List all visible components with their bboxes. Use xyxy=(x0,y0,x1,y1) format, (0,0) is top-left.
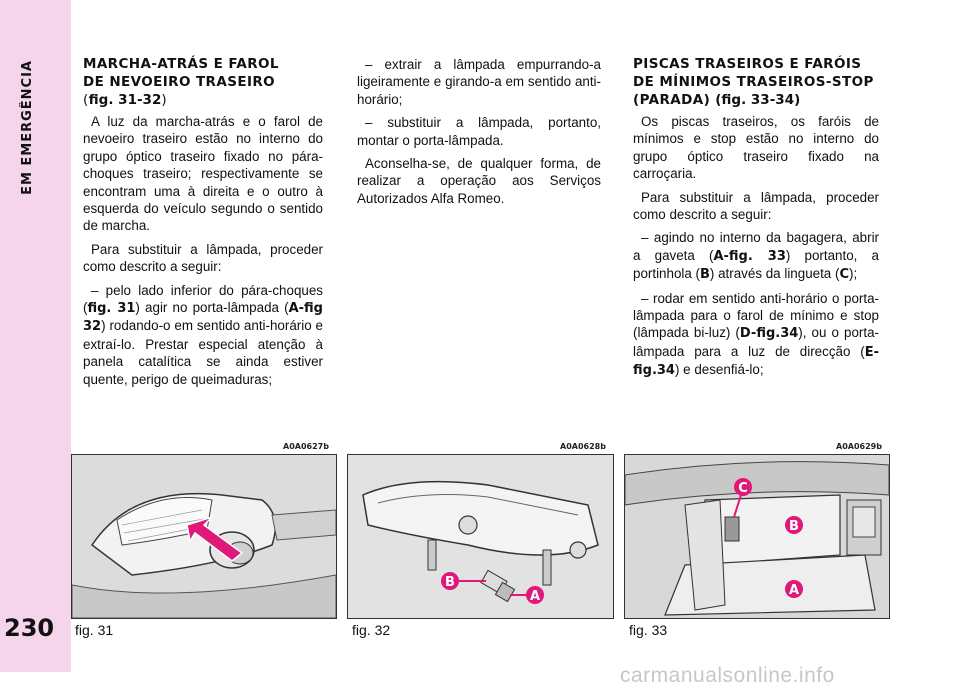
callout-c xyxy=(734,478,752,496)
figure-code: A0A0629b xyxy=(836,442,882,451)
svg-text:A: A xyxy=(529,589,541,604)
page-number: 230 xyxy=(4,614,55,642)
paragraph: Para substituir a lâmpada, proceder como descrito a seguir: xyxy=(83,241,323,275)
svg-text:C: C xyxy=(738,481,748,496)
paragraph: – rodar em sentido anti-horário o porta-lâmpada para o farol de mínimo e stop (lâmpada bi-luz) (D-fig.34), ou o porta-lâmpada para a luz de direcção (E-fig.34) e desenfiá-lo; xyxy=(633,290,880,379)
figure-caption: fig. 32 xyxy=(352,622,391,638)
svg-text:B: B xyxy=(445,575,455,590)
column-2 xyxy=(357,56,601,213)
paragraph: Para substituir a lâmpada, proceder como descrito a seguir: xyxy=(633,189,879,223)
figure-caption: fig. 33 xyxy=(629,622,668,638)
column-3 xyxy=(633,55,879,386)
column-1 xyxy=(83,55,323,394)
callout-b xyxy=(785,516,803,534)
figure-31-image xyxy=(71,454,337,619)
trunk-panel-illustration xyxy=(625,455,889,618)
paragraph: – pelo lado inferior do pára-choques (fig. 31) agir no porta-lâmpada (A-fig 32) rodando-o em sentido anti-horário e extraí-lo. Prestar especial atenção à panela catalítica se ainda estiver quente, perigo de queimaduras; xyxy=(83,282,323,387)
watermark: carmanualsonline.info xyxy=(620,664,835,687)
callout-b xyxy=(441,572,459,590)
sidebar xyxy=(0,0,71,672)
svg-text:B: B xyxy=(789,519,799,534)
lamp-housing-illustration xyxy=(348,455,613,618)
bumper-lamp-illustration xyxy=(72,455,336,618)
paragraph: – substituir a lâmpada, portanto, montar o porta-lâmpada. xyxy=(357,115,601,148)
paragraph: – agindo no interno da bagagera, abrir a gaveta (A-fig. 33) portanto, a portinhola (B) através da lingueta (C); xyxy=(633,230,879,283)
section-label: EM EMERGÊNCIA xyxy=(20,60,35,195)
figure-code: A0A0628b xyxy=(560,442,606,451)
paragraph: A luz da marcha-atrás e o farol de nevoeiro traseiro estão no interno do grupo óptico traseiro fixado no pára-choques traseiro; respectivamente se encontram uma à direita e o outro à esquerda do veículo segundo o sentido de marcha. xyxy=(83,114,323,234)
paragraph: Aconselha-se, de qualquer forma, de realizar a operação aos Serviços Autorizados Alfa Romeo. xyxy=(357,156,601,206)
paragraph: Os piscas traseiros, os faróis de mínimos e stop estão no interno do grupo óptico traseiro fixado na carroçaria. xyxy=(633,114,879,182)
figure-code: A0A0627b xyxy=(283,442,329,451)
heading-reverse-fog: MARCHA-ATRÁS E FAROL DE NEVOEIRO TRASEIRO (fig. 31-32) xyxy=(83,56,279,108)
figure-32-image xyxy=(347,454,614,619)
svg-text:A: A xyxy=(788,583,800,598)
callout-a xyxy=(785,580,803,598)
paragraph: – extrair a lâmpada empurrando-a ligeiramente e girando-a em sentido anti-horário; xyxy=(357,57,601,107)
figure-caption: fig. 31 xyxy=(75,622,114,638)
figure-33-image xyxy=(624,454,890,619)
callout-a xyxy=(526,586,544,604)
heading-rear-lights: PISCAS TRASEIROS E FARÓIS DE MÍNIMOS TRASEIROS-STOP (PARADA) (fig. 33-34) xyxy=(633,56,874,108)
